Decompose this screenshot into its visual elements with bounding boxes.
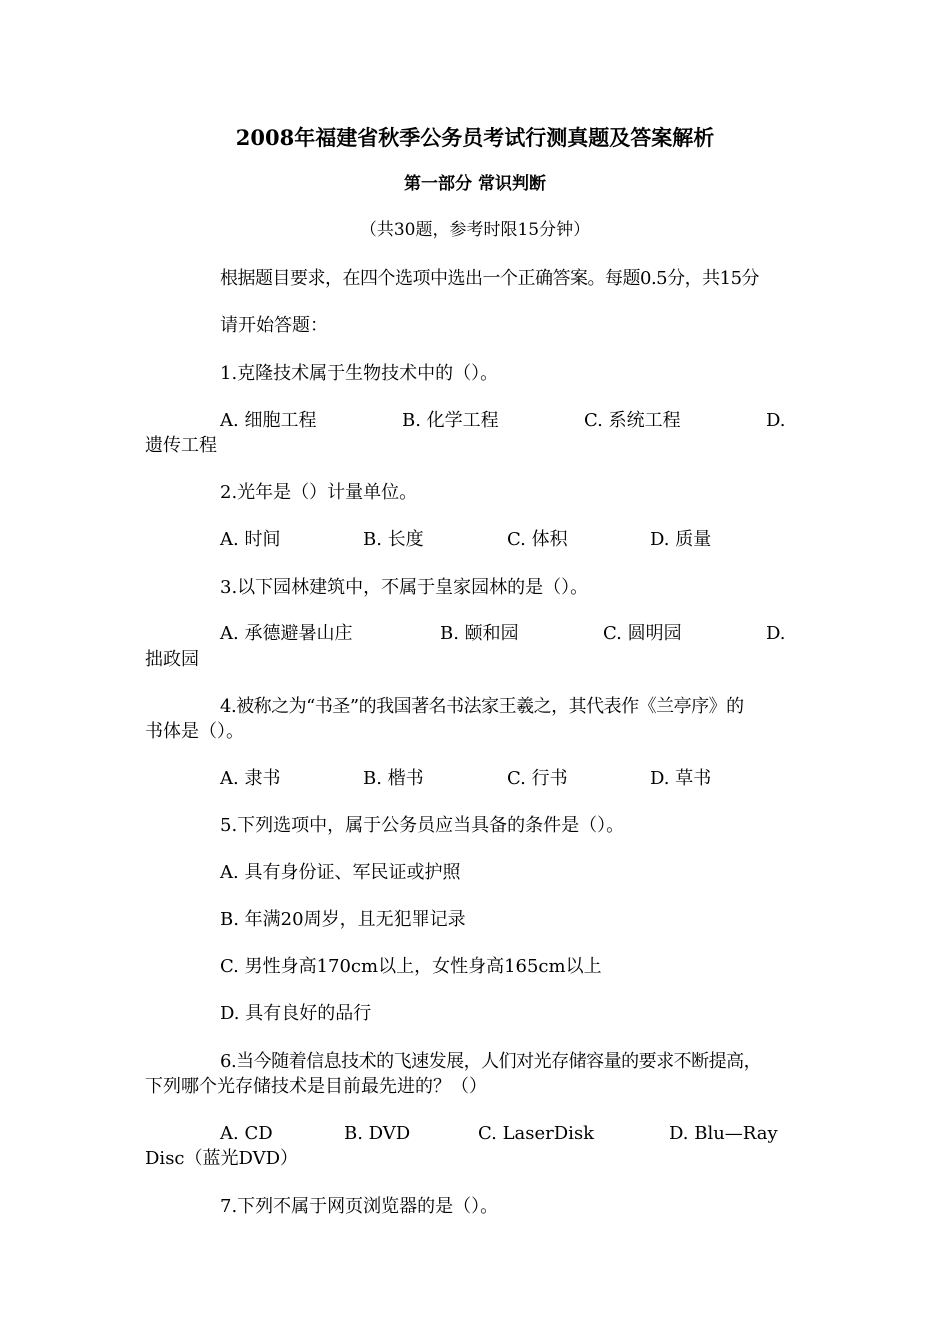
option-c: C. 男性身高170cm以上，女性身高165cm以上	[220, 956, 602, 977]
option-b: B. 长度	[363, 529, 424, 550]
option-b: B. 化学工程	[402, 410, 499, 431]
option-a: A. CD	[220, 1123, 273, 1144]
option-d-text: Disc（蓝光DVD）	[145, 1148, 299, 1169]
question-stem-continued: 书体是（）。	[145, 721, 244, 742]
question-stem: 3.以下园林建筑中，不属于皇家园林的是（）。	[220, 577, 589, 598]
document-title: 2008年福建省秋季公务员考试行测真题及答案解析	[235, 125, 715, 150]
option-d: D. 草书	[650, 768, 712, 789]
option-a: A. 隶书	[220, 768, 281, 789]
option-d-text: 拙政园	[145, 649, 199, 670]
start-prompt: 请开始答题：	[220, 315, 328, 336]
option-b: B. 楷书	[363, 768, 424, 789]
option-b: B. 颐和园	[440, 623, 519, 644]
option-b: B. DVD	[344, 1123, 411, 1144]
option-c: C. 系统工程	[584, 410, 681, 431]
section-heading: 第一部分 常识判断	[404, 174, 546, 194]
question-stem: 7.下列不属于网页浏览器的是（）。	[220, 1196, 499, 1217]
option-c: C. 体积	[507, 529, 568, 550]
option-a: A. 时间	[220, 529, 281, 550]
option-c: C. 行书	[507, 768, 568, 789]
option-d: D. 质量	[650, 529, 712, 550]
question-stem: 5.下列选项中，属于公务员应当具备的条件是（）。	[220, 815, 625, 836]
option-b: B. 年满20周岁，且无犯罪记录	[220, 909, 466, 930]
option-d: D.	[766, 623, 786, 644]
option-a: A. 承德避暑山庄	[220, 623, 353, 644]
option-a: A. 细胞工程	[220, 410, 317, 431]
instruction-text: 根据题目要求，在四个选项中选出一个正确答案。每题0.5分，共15分	[220, 268, 760, 289]
option-d: D. 具有良好的品行	[220, 1003, 372, 1024]
section-subtitle: （共30题，参考时限15分钟）	[359, 220, 591, 240]
option-c: C. LaserDisk	[478, 1123, 595, 1144]
question-stem-continued: 下列哪个光存储技术是目前最先进的？（）	[145, 1076, 487, 1097]
option-d-text: 遗传工程	[145, 435, 217, 456]
option-a: A. 具有身份证、军民证或护照	[220, 862, 461, 883]
option-d: D.	[766, 410, 786, 431]
question-stem: 2.光年是（）计量单位。	[220, 482, 418, 503]
option-c: C. 圆明园	[603, 623, 682, 644]
question-stem: 4.被称之为“书圣”的我国著名书法家王羲之，其代表作《兰亭序》的	[220, 696, 744, 717]
question-stem: 1.克隆技术属于生物技术中的（）。	[220, 363, 499, 384]
question-stem: 6.当今随着信息技术的飞速发展，人们对光存储容量的要求不断提高，	[220, 1051, 762, 1072]
option-d: D. Blu—Ray	[669, 1123, 778, 1144]
